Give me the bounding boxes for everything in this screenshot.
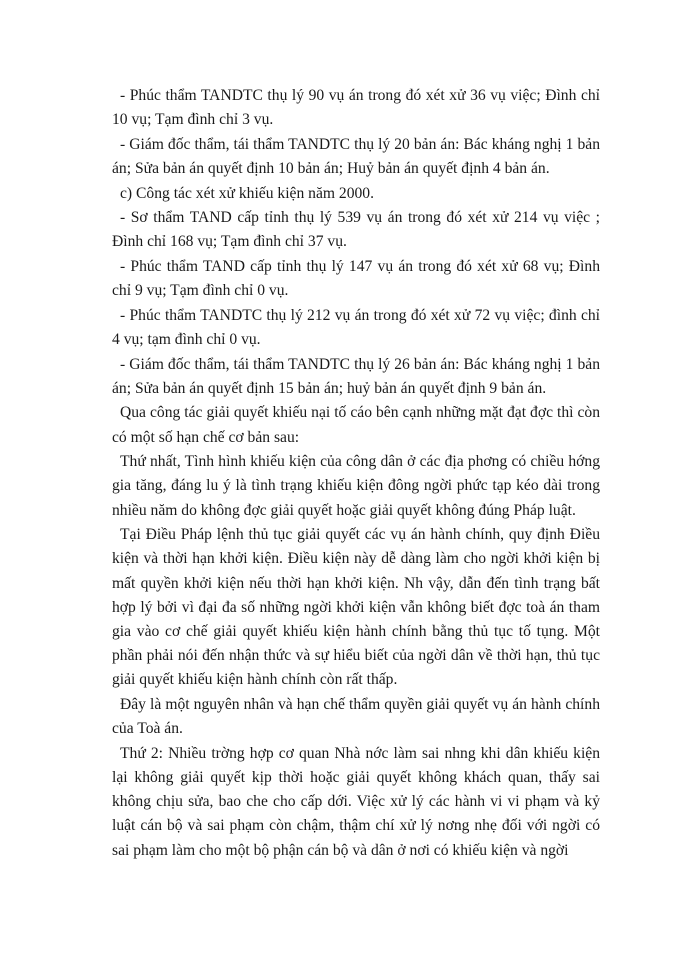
paragraph-cause: Đây là một nguyên nhân và hạn chế thẩm quyền giải quyết vụ án hành chính của Toà án.	[112, 695, 600, 738]
paragraph-appeal-provincial-2000: - Phúc thẩm TAND cấp tỉnh thụ lý 147 vụ án trong đó xét xử 68 vụ; Đình chỉ 9 vụ; Tạm đình chỉ 0 vụ.	[112, 257, 600, 300]
document-body	[112, 84, 600, 863]
paragraph-first-instance-2000: - Sơ thẩm TAND cấp tỉnh thụ lý 539 vụ án trong đó xét xử 214 vụ việc ; Đình chỉ 168 vụ; Tạm đình chỉ 37 vụ.	[112, 209, 600, 251]
paragraph-appeal-supreme-court-2000: - Phúc thẩm TANDTC thụ lý 212 vụ án trong đó xét xử 72 vụ việc; đình chỉ 4 vụ; tạm đình chỉ 0 vụ.	[112, 306, 600, 348]
paragraph-appeal-supreme-court-1999: - Phúc thẩm TANDTC thụ lý 90 vụ án trong đó xét xử 36 vụ việc; Đình chỉ 10 vụ; Tạm đình chỉ 3 vụ.	[112, 87, 600, 129]
paragraph-cassation-1999: - Giám đốc thẩm, tái thẩm TANDTC thụ lý 20 bản án: Bác kháng nghị 1 bản án; Sửa bản án quyết định 10 bản án; Huỷ bản án quyết định 4 bản án.	[112, 135, 600, 177]
paragraph-ordinance-conditions: Tại Điều Pháp lệnh thủ tục giải quyết các vụ án hành chính, quy định Điều kiện và thời hạn khởi kiện. Điều kiện này dễ dàng làm cho ngời khởi kiện bị mất quyền khởi kiện nếu thời hạn khởi kiện. Nh vậy, dẫn đến tình trạng bất hợp lý bởi vì đại đa số những ngời khởi kiện vẫn không biết đợc toà án tham gia vào cơ chế giải quyết khiếu kiện hành chính bằng thủ tục tố tụng. Một phần phải nói đến nhận thức và sự hiểu biết của ngời dân về thời hạn, thủ tục giải quyết khiếu kiện hành chính còn rất thấp.	[112, 526, 600, 689]
section-heading-2000: c) Công tác xét xử khiếu kiện năm 2000.	[120, 184, 374, 202]
paragraph-cassation-2000: - Giám đốc thẩm, tái thẩm TANDTC thụ lý 26 bản án: Bác kháng nghị 1 bản án; Sửa bản án quyết định 15 bản án; huỷ bản án quyết định 9 bản án.	[112, 355, 600, 397]
paragraph-limitations-intro: Qua công tác giải quyết khiếu nại tố cáo bên cạnh những mặt đạt đợc thì còn có một số hạn chế cơ bản sau:	[112, 404, 600, 446]
paragraph-second-limitation: Thứ 2: Nhiều trờng hợp cơ quan Nhà nớc làm sai nhng khi dân khiếu kiện lại không giải quyết kịp thời hoặc giải quyết không khách quan, thấy sai không chịu sửa, bao che cho cấp dới. Việc xử lý các hành vi vi phạm và kỷ luật cán bộ và sai phạm còn chậm, thậm chí xử lý nơng nhẹ đối với ngời có sai phạm làm cho một bộ phận cán bộ và dân ở nơi có khiếu kiện và ngời	[112, 744, 600, 859]
paragraph-first-limitation: Thứ nhất, Tình hình khiếu kiện của công dân ở các địa phơng có chiều hớng gia tăng, đáng lu ý là tình trạng khiếu kiện đông ngời phức tạp kéo dài trong nhiều năm do không đợc giải quyết hoặc giải quyết không đúng Pháp luật.	[112, 453, 600, 519]
